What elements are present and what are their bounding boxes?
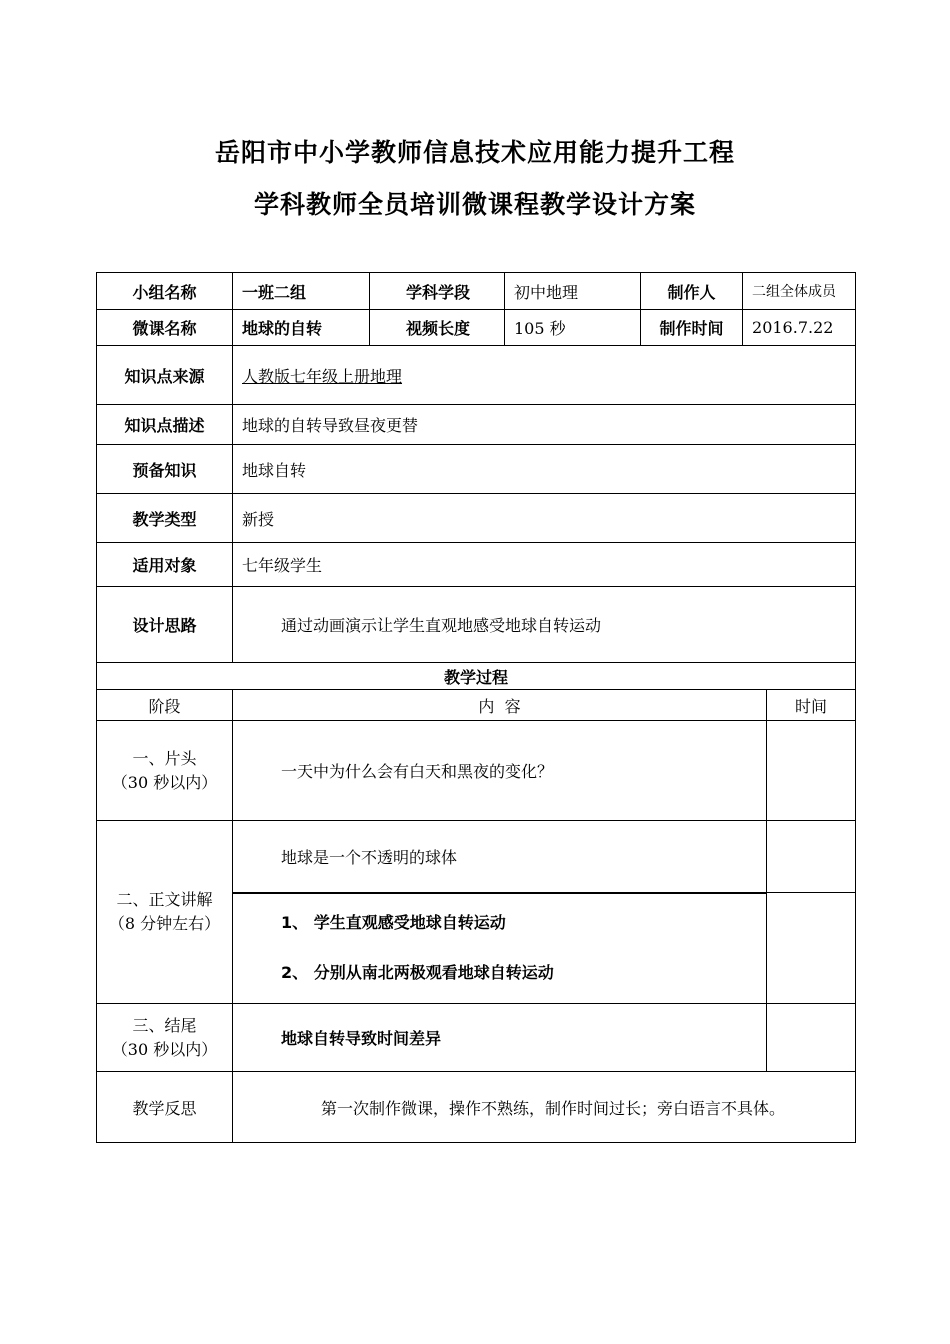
maker-value: 二组全体成员	[743, 273, 856, 310]
stage2-duration: （8 分钟左右）	[108, 914, 221, 933]
stage2-content-a: 地球是一个不透明的球体	[233, 821, 767, 893]
stage-column-header: 阶段	[97, 690, 233, 721]
stage1-row	[97, 721, 856, 821]
stage2-row-a	[97, 821, 856, 893]
reflect-value: 第一次制作微课，操作不熟练，制作时间过长；旁白语言不具体。	[233, 1072, 856, 1143]
time-value: 2016.7.22	[743, 310, 856, 346]
stage3-duration: （30 秒以内）	[111, 1039, 218, 1059]
info-row-1	[97, 273, 856, 310]
subject-label: 学科学段	[370, 273, 505, 310]
target-label: 适用对象	[97, 543, 233, 587]
type-value: 新授	[233, 494, 856, 543]
group-label: 小组名称	[97, 273, 233, 310]
desc-row	[97, 405, 856, 445]
type-label: 教学类型	[97, 494, 233, 543]
page-subtitle: 学科教师全员培训微课程教学设计方案	[253, 190, 696, 219]
desc-label: 知识点描述	[97, 405, 233, 445]
stage3-time	[767, 1004, 856, 1072]
page-title: 岳阳市中小学教师信息技术应用能力提升工程	[214, 138, 735, 167]
stage1-cell	[97, 721, 233, 821]
stage3-content: 地球自转导致时间差异	[233, 1004, 767, 1072]
time-label: 制作时间	[641, 310, 743, 346]
design-table	[96, 272, 856, 1143]
reflect-label: 教学反思	[97, 1072, 233, 1143]
target-row	[97, 543, 856, 587]
prep-row	[97, 445, 856, 494]
process-header-row	[97, 663, 856, 690]
group-value: 一班二组	[233, 273, 370, 310]
info-row-2	[97, 310, 856, 346]
time-column-header: 时间	[767, 690, 856, 721]
stage2-time-b	[767, 893, 856, 1004]
desc-value: 地球的自转导致昼夜更替	[233, 405, 856, 445]
source-value: 人教版七年级上册地理	[233, 346, 856, 405]
stage3-name: 三、结尾	[132, 1015, 197, 1035]
content-column-header: 内 容	[233, 690, 767, 721]
stage2-item-1: 1、 学生直观感受地球自转运动	[281, 912, 506, 932]
stage2-time-a	[767, 821, 856, 893]
length-label: 视频长度	[370, 310, 505, 346]
design-value: 通过动画演示让学生直观地感受地球自转运动	[233, 587, 856, 663]
course-label: 微课名称	[97, 310, 233, 346]
type-row	[97, 494, 856, 543]
source-row	[97, 346, 856, 405]
course-value: 地球的自转	[233, 310, 370, 346]
stage3-cell	[97, 1004, 233, 1072]
process-column-row	[97, 690, 856, 721]
stage1-duration: （30 秒以内）	[111, 772, 218, 792]
design-row	[97, 587, 856, 663]
prep-value: 地球自转	[233, 445, 856, 494]
design-label: 设计思路	[97, 587, 233, 663]
stage2-name: 二、正文讲解	[116, 890, 213, 909]
source-label: 知识点来源	[97, 346, 233, 405]
prep-label: 预备知识	[97, 445, 233, 494]
process-header: 教学过程	[97, 663, 856, 690]
stage2-item-2: 2、 分别从南北两极观看地球自转运动	[281, 962, 554, 982]
stage1-content: 一天中为什么会有白天和黑夜的变化？	[233, 721, 767, 821]
stage1-time	[767, 721, 856, 821]
reflect-row	[97, 1072, 856, 1143]
stage2-cell	[97, 821, 233, 1004]
target-value: 七年级学生	[233, 543, 856, 587]
length-value: 105 秒	[505, 310, 641, 346]
maker-label: 制作人	[641, 273, 743, 310]
subject-value: 初中地理	[505, 273, 641, 310]
stage3-row	[97, 1004, 856, 1072]
stage1-name: 一、片头	[132, 748, 197, 768]
stage2-content-b	[233, 893, 767, 1004]
